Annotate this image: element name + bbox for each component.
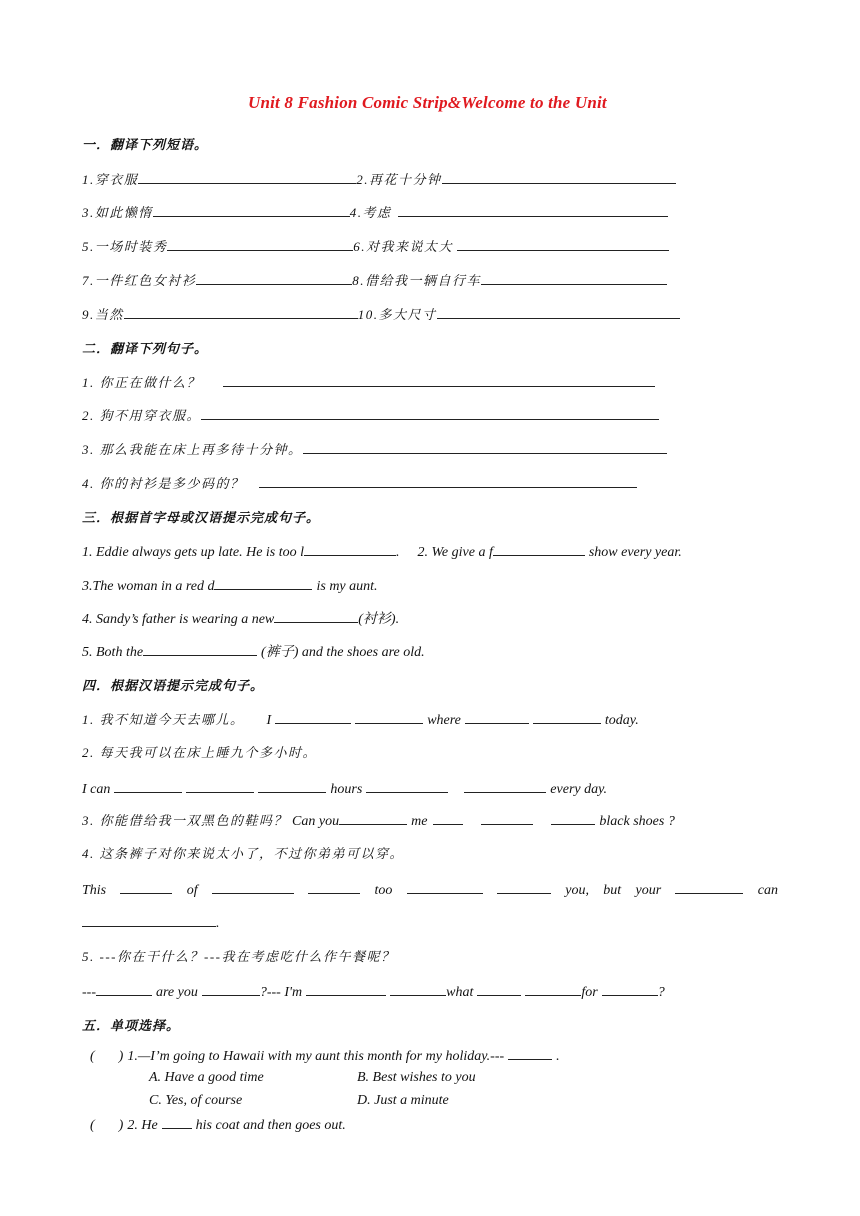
question-text: is my aunt.	[316, 579, 378, 594]
option-c[interactable]: C. Yes, of course	[149, 1093, 243, 1108]
answer-blank[interactable]	[202, 982, 260, 996]
question-text: 3.The woman in a red d	[82, 579, 215, 594]
answer-blank[interactable]	[303, 440, 667, 454]
phrase-label: 9.当然	[82, 307, 124, 322]
translate-row-5-cn	[82, 948, 395, 967]
question-text: 1. Eddie always gets up late. He is too l	[82, 545, 305, 560]
answer-paren-close: )	[118, 1118, 124, 1133]
question-text: I can	[82, 782, 111, 797]
sentence-row-3	[82, 440, 667, 460]
question-text: This	[82, 883, 107, 898]
phrase-label: 10.多大尺寸	[357, 307, 437, 322]
question-text: for	[581, 985, 598, 1000]
answer-blank[interactable]	[551, 811, 595, 825]
sentence-row-4	[82, 474, 637, 494]
answer-blank[interactable]	[602, 982, 658, 996]
answer-blank[interactable]	[304, 542, 396, 556]
answer-blank[interactable]	[308, 880, 360, 894]
phrase-row-5	[82, 305, 680, 325]
question-text: me	[411, 814, 428, 829]
answer-blank[interactable]	[120, 880, 172, 894]
translate-row-4-cn	[82, 845, 404, 864]
question-text: .	[396, 545, 400, 560]
question-text: 4. Sandy’s father is wearing a new	[82, 612, 275, 627]
question-text: I	[266, 713, 272, 728]
choice-question-2	[90, 1115, 346, 1135]
answer-blank[interactable]	[465, 710, 529, 724]
answer-blank[interactable]	[306, 982, 386, 996]
translate-row-3	[82, 811, 675, 831]
sentence-label: 3. 那么我能在床上再多待十分钟。	[82, 442, 303, 457]
answer-blank[interactable]	[196, 271, 352, 285]
fill-row-3	[82, 576, 378, 596]
answer-blank[interactable]	[477, 982, 521, 996]
question-text: ?	[657, 985, 665, 1000]
translate-row-2	[82, 779, 607, 799]
option-b[interactable]: B. Best wishes to you	[357, 1070, 476, 1085]
question-text: .	[556, 1049, 560, 1064]
phrase-row-3	[82, 237, 669, 257]
question-text: his coat and then goes out.	[195, 1118, 346, 1133]
answer-blank[interactable]	[355, 710, 423, 724]
phrase-label: 1.穿衣服	[82, 172, 139, 187]
answer-blank[interactable]	[442, 170, 676, 184]
page-title: Unit 8 Fashion Comic Strip&Welcome to the Unit	[248, 93, 607, 112]
answer-blank[interactable]	[481, 271, 667, 285]
phrase-label: 4.考虑	[349, 205, 392, 220]
answer-blank[interactable]	[143, 642, 257, 656]
sentence-row-2	[82, 406, 659, 426]
question-cn: 3. 你能借给我一双黑色的鞋吗？	[82, 813, 289, 828]
answer-blank[interactable]	[214, 576, 312, 590]
section5-heading: 五．单项选择。	[82, 1018, 181, 1033]
question-text: are you	[156, 985, 198, 1000]
sentence-label: 1. 你正在做什么？	[82, 375, 202, 390]
question-cn: 1. 我不知道今天去哪儿。	[82, 712, 245, 727]
answer-blank[interactable]	[162, 1115, 192, 1129]
answer-blank[interactable]	[138, 170, 356, 184]
answer-blank[interactable]	[114, 779, 182, 793]
phrase-label: 3.如此懒惰	[82, 205, 153, 220]
question-text: 1.—I’m going to Hawaii with my aunt this month for my holiday.---	[127, 1049, 505, 1064]
answer-blank[interactable]	[153, 203, 350, 217]
choice-question-1	[90, 1046, 560, 1066]
answer-blank[interactable]	[82, 913, 216, 927]
answer-blank[interactable]	[258, 779, 326, 793]
sentence-label: 2. 狗不用穿衣服。	[82, 408, 202, 423]
section4-heading: 四．根据汉语提示完成句子。	[82, 678, 265, 693]
section3-heading: 三．根据首字母或汉语提示完成句子。	[82, 510, 321, 525]
translate-row-2-cn	[82, 744, 317, 763]
answer-paren-open: (	[90, 1118, 95, 1133]
answer-blank[interactable]	[457, 237, 669, 251]
question-text: of	[186, 883, 198, 898]
question-text: can	[757, 883, 778, 898]
answer-blank[interactable]	[525, 982, 581, 996]
question-text: what	[446, 985, 474, 1000]
question-text: .	[216, 916, 220, 931]
question-text: show every year.	[588, 545, 682, 560]
answer-blank[interactable]	[437, 305, 680, 319]
answer-blank[interactable]	[167, 237, 353, 251]
answer-blank[interactable]	[390, 982, 446, 996]
translate-row-4	[82, 880, 778, 900]
option-d[interactable]: D. Just a minute	[357, 1093, 449, 1108]
answer-blank[interactable]	[675, 880, 743, 894]
question-text: hours	[330, 782, 363, 797]
phrase-label: 8.借给我一辆自行车	[352, 273, 482, 288]
question-text: your	[635, 883, 662, 898]
phrase-row-2	[82, 203, 668, 223]
question-text: where	[427, 713, 461, 728]
translate-row-4-cont	[82, 913, 220, 933]
sentence-label: 4. 你的衬衫是多少码的？	[82, 476, 245, 491]
answer-blank[interactable]	[339, 811, 407, 825]
answer-blank[interactable]	[493, 542, 585, 556]
answer-blank[interactable]	[201, 406, 659, 420]
question-text: too	[374, 883, 393, 898]
answer-blank[interactable]	[96, 982, 152, 996]
translate-row-5	[82, 982, 665, 1002]
answer-blank[interactable]	[259, 474, 637, 488]
answer-blank[interactable]	[398, 203, 668, 217]
sentence-row-1	[82, 373, 655, 393]
answer-blank[interactable]	[186, 779, 254, 793]
answer-blank[interactable]	[124, 305, 358, 319]
section2-heading: 二．翻译下列句子。	[82, 341, 209, 356]
phrase-label: 2.再花十分钟	[356, 172, 442, 187]
answer-blank[interactable]	[274, 609, 358, 623]
answer-paren-close: )	[118, 1049, 124, 1064]
question-text: ---	[82, 985, 96, 1000]
answer-blank[interactable]	[497, 880, 551, 894]
phrase-row-1	[82, 170, 676, 190]
question-text: 2. We give a f	[417, 545, 493, 560]
option-a[interactable]: A. Have a good time	[149, 1070, 264, 1085]
fill-row-4	[82, 609, 399, 629]
question-text: Can you	[292, 814, 340, 829]
question-text: ?--- I'm	[259, 985, 303, 1000]
translate-row-1	[82, 710, 639, 730]
question-text: (衬衫).	[358, 612, 400, 627]
answer-blank[interactable]	[275, 710, 351, 724]
question-text: today.	[604, 713, 639, 728]
phrase-row-4	[82, 271, 667, 291]
phrase-label: 5.一场时装秀	[82, 239, 168, 254]
fill-row-1	[82, 542, 682, 562]
phrase-label: 6.对我来说太大	[353, 239, 454, 254]
answer-blank[interactable]	[433, 811, 463, 825]
question-cn: 5. ---你在干什么？---我在考虑吃什么作午餐呢？	[82, 949, 396, 964]
section1-heading: 一．翻译下列短语。	[82, 137, 209, 152]
question-text: you,	[565, 883, 589, 898]
answer-blank[interactable]	[212, 880, 294, 894]
answer-blank[interactable]	[366, 779, 448, 793]
answer-blank[interactable]	[533, 710, 601, 724]
fill-row-5	[82, 642, 425, 662]
answer-blank[interactable]	[223, 373, 655, 387]
question-text: 5. Both the	[82, 645, 144, 660]
question-cn: 4. 这条裤子对你来说太小了，不过你弟弟可以穿。	[82, 846, 405, 861]
question-text: 2. He	[127, 1118, 158, 1133]
question-text: but	[603, 883, 622, 898]
answer-blank[interactable]	[508, 1046, 552, 1060]
phrase-label: 7.一件红色女衬衫	[82, 273, 197, 288]
question-text: (裤子) and the shoes are old.	[261, 645, 425, 660]
question-text: every day.	[550, 782, 608, 797]
answer-blank[interactable]	[481, 811, 533, 825]
answer-blank[interactable]	[407, 880, 483, 894]
answer-paren-open: (	[90, 1049, 95, 1064]
question-cn: 2. 每天我可以在床上睡九个多小时。	[82, 745, 318, 760]
answer-blank[interactable]	[464, 779, 546, 793]
question-text: black shoes ?	[599, 814, 675, 829]
